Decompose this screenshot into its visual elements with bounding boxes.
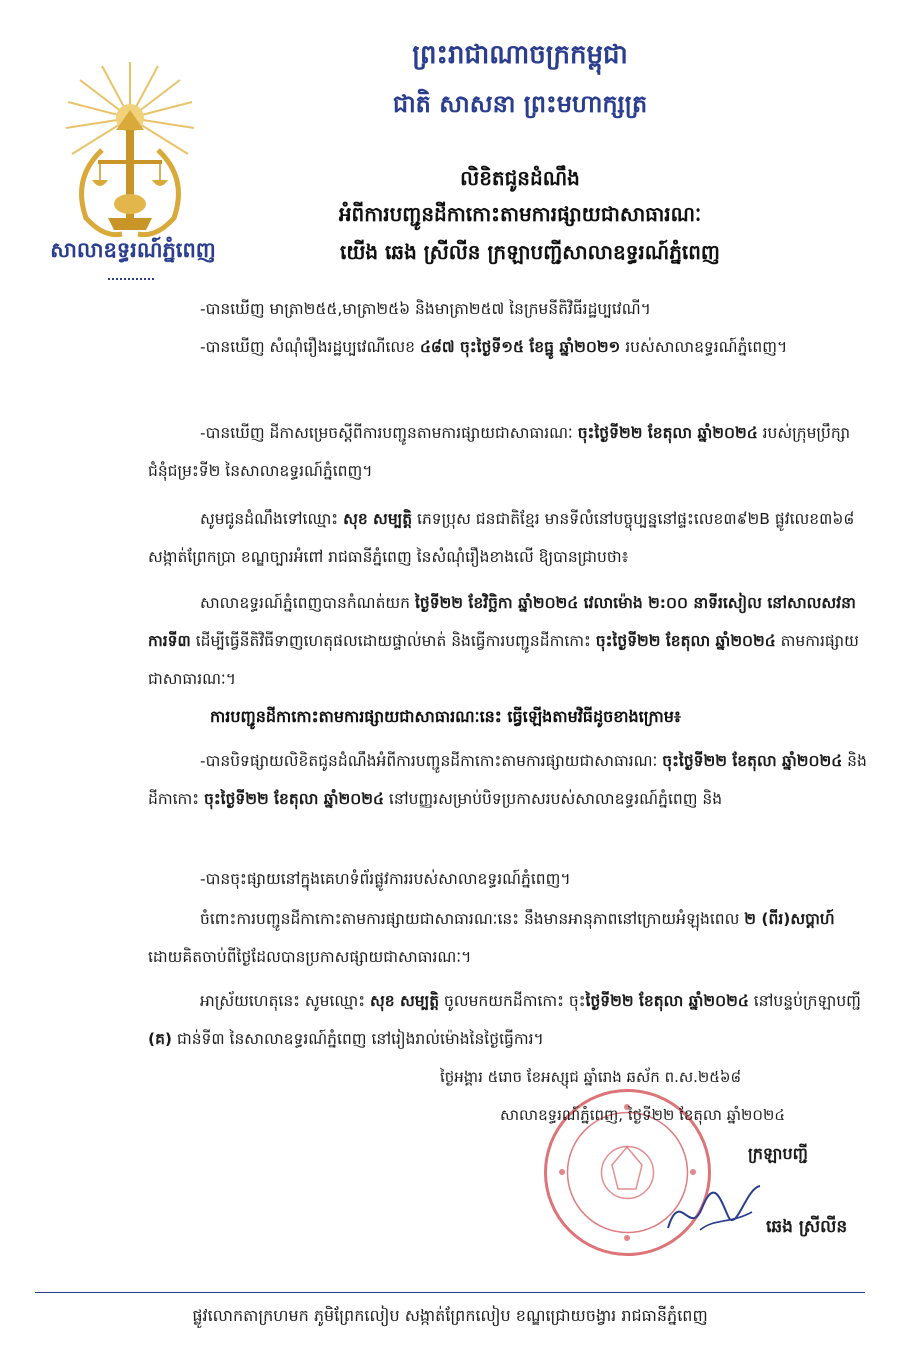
document-issuer: យើង ឆេង ស្រីលីន ក្រឡាបញ្ជីសាលាឧទ្ធរណ៍ភ្នំពេញ bbox=[340, 240, 720, 264]
court-emblem-icon bbox=[62, 58, 198, 244]
signer-name: ឆេង ស្រីលីន bbox=[766, 1217, 848, 1237]
paragraph-notice-recipient: សូមជូនដំណឹងទៅឈ្មោះ សុខ សម្បត្តិ ភេទប្រុស ជនជាតិខ្មែរ មានទីលំនៅបច្ចុប្បន្ននៅផ្ទះលេខ៣៩២B ផ្លូវលេខ៣៦៨ សង្កាត់ព្រែកប្រា ខណ្ឌច្បារអំពៅ រាជធានីភ្នំពេញ នៃសំណុំរឿងខាងលើ ឱ្យបានជ្រាបថា៖ bbox=[148, 510, 855, 566]
paragraph-summons: អាស្រ័យហេតុនេះ សូមឈ្មោះ សុខ សម្បត្តិ ចូលមកយកដីកាកោះ ចុះថ្ងៃទី២២ ខែតុលា ឆ្នាំ២០២៤ នៅបន្ទប់ក្រឡាបញ្ជី (គ) ជាន់ទី៣ នៃសាលាឧទ្ធរណ៍ភ្នំពេញ នៅរៀងរាល់ម៉ោងនៃថ្ងៃធ្វើការ។ bbox=[148, 992, 861, 1048]
footer-divider bbox=[35, 1292, 865, 1293]
handwritten-signature bbox=[660, 1168, 770, 1248]
paragraph-case-file: -បានឃើញ សំណុំរឿងរដ្ឋប្បវេណីលេខ ៤៨៧ ចុះថ្ងៃទី១៥ ខែធ្នូ ឆ្នាំ២០២១ របស់សាលាឧទ្ធរណ៍ភ្នំពេញ។ bbox=[200, 338, 788, 356]
kingdom-heading: ព្រះរាជាណាចក្រកម្ពុជា bbox=[412, 40, 628, 70]
paragraph-effect-period: ចំពោះការបញ្ជូនដីកាកោះតាមការផ្សាយជាសាធារណៈនេះ នឹងមានអានុភាពនៅក្រោយអំឡុងពេល ២ (ពីរ)សប្តាហ៍ ដោយគិតចាប់ពីថ្ងៃដែលបានប្រកាសផ្សាយជាសាធារណៈ។ bbox=[148, 910, 835, 966]
national-motto: ជាតិ សាសនា ព្រះមហាក្សត្រ bbox=[392, 90, 648, 118]
footer-address: ផ្លូវលោកតាក្រហមក ភូមិព្រែកលៀប សង្កាត់ព្រែកលៀប ខណ្ឌជ្រោយចង្វារ រាជធានីភ្នំពេញ bbox=[192, 1306, 708, 1325]
paragraph-decision: -បានឃើញ ដីកាសម្រេចស្តីពីការបញ្ជូនតាមការផ្សាយជាសាធារណៈ ចុះថ្ងៃទី២២ ខែតុលា ឆ្នាំ២០២៤ របស់ក្រុមប្រឹក្សាជំនុំជម្រះទី២ នៃសាលាឧទ្ធរណ៍ភ្នំពេញ។ bbox=[148, 424, 851, 480]
place-and-date: សាលាឧទ្ធរណ៍ភ្នំពេញ, ថ្ងៃទី២២ ខែតុលា ឆ្នាំ២០២៤ bbox=[500, 1106, 785, 1124]
paragraph-legal-basis: -បានឃើញ មាត្រា២៥៥,មាត្រា២៥៦ និងមាត្រា២៥៧ នៃក្រមនីតិវិធីរដ្ឋប្បវេណី។ bbox=[200, 300, 651, 318]
paragraph-posting: -បានបិទផ្សាយលិខិតជូនដំណឹងអំពីការបញ្ជូនដីកាកោះតាមការផ្សាយជាសាធារណៈ ចុះថ្ងៃទី២២ ខែតុលា ឆ្នាំ២០២៤ និងដីកាកោះ ចុះថ្ងៃទី២២ ខែតុលា ឆ្នាំ២០២៤ នៅបញ្ញរសម្រាប់បិទប្រកាសរបស់សាលាឧទ្ធរណ៍ភ្នំពេញ និង bbox=[148, 752, 867, 808]
procedure-heading: ការបញ្ជូនដីកាកោះតាមការផ្សាយជាសាធារណៈនេះ ធ្វើឡើងតាមវិធីដូចខាងក្រោម៖ bbox=[210, 707, 681, 726]
document-title: លិខិតជូនដំណឹង bbox=[460, 166, 580, 190]
lunar-date: ថ្ងៃអង្គារ ៥រោច ខែអស្សុជ ឆ្នាំរោង ឆស័ក ព.ស.២៥៦៨ bbox=[440, 1068, 742, 1086]
paragraph-hearing-date: សាលាឧទ្ធរណ៍ភ្នំពេញបានកំណត់យក ថ្ងៃទី២២ ខែវិច្ឆិកា ឆ្នាំ២០២៤ វេលាម៉ោង ២:០០ នាទីរសៀល នៅសាលសវនាការទី៣ ដើម្បីធ្វើនីតិវិធីទាញហេតុផលដោយផ្ទាល់មាត់ និងធ្វើការបញ្ជូនដីកាកោះ ចុះថ្ងៃទី២២ ខែតុលា ឆ្នាំ២០២៤ តាមការផ្សាយជាសាធារណៈ។ bbox=[148, 594, 859, 688]
court-name-divider bbox=[108, 278, 154, 280]
document-subtitle: អំពីការបញ្ជូនដីកាកោះតាមការផ្សាយជាសាធារណៈ bbox=[338, 202, 702, 226]
signer-title: ក្រឡាបញ្ជី bbox=[748, 1144, 808, 1163]
court-name: សាលាឧទ្ធរណ៍ភ្នំពេញ bbox=[50, 238, 216, 262]
paragraph-website: -បានចុះផ្សាយនៅក្នុងគេហទំព័រផ្លូវការរបស់សាលាឧទ្ធរណ៍ភ្នំពេញ។ bbox=[200, 870, 571, 888]
